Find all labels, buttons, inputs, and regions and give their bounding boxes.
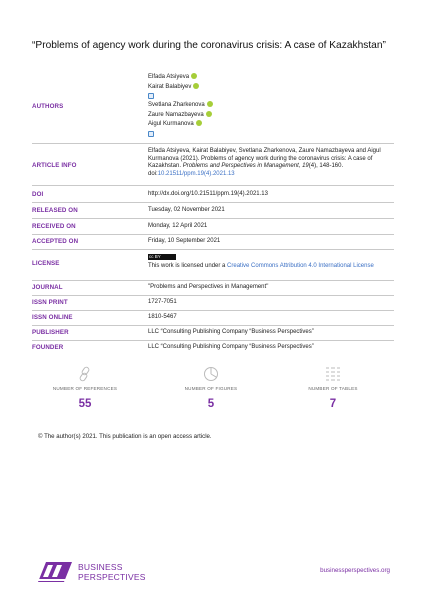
stat-label: NUMBER OF TABLES [308, 386, 358, 391]
stat-figures [166, 366, 256, 410]
citation-text: Elfada Atsiyeva, Kairat Balabiyev, Svetlana Zharkenova, Zaure Namazbayeva and Aigul Kurmanova (2021). Problems of agency work during the coronavirus crisis: A case of Kazakhstan. [148, 148, 381, 170]
stat-references [40, 366, 130, 410]
issn-online-value: 1810-5467 [148, 314, 177, 320]
issn-print-value: 1727-7051 [148, 299, 177, 305]
orcid-icon[interactable] [191, 73, 197, 79]
cc-badge-text: cc BY [149, 254, 161, 259]
doi-label: DOI [32, 191, 44, 198]
table-icon [325, 366, 341, 382]
issn-print-label: ISSN PRINT [32, 299, 68, 306]
researcherid-icon[interactable] [148, 131, 154, 137]
orcid-icon[interactable] [196, 120, 202, 126]
stat-value: 7 [329, 398, 337, 410]
stat-value: 55 [78, 398, 92, 410]
publisher-logo[interactable] [34, 560, 154, 584]
stat-label: NUMBER OF REFERENCES [52, 386, 118, 391]
publisher-value: LLC “Consulting Publishing Company “Business Perspectives” [148, 329, 314, 335]
author-name[interactable]: Elfada Atsiyeva [148, 74, 190, 80]
article-info-label: ARTICLE INFO [32, 162, 77, 169]
issn-online-label: ISSN ONLINE [32, 314, 73, 321]
logo-text-line1: BUSINESS [78, 562, 123, 572]
accepted-label: ACCEPTED ON [32, 238, 79, 245]
authors-list [148, 73, 404, 139]
divider [32, 202, 394, 203]
divider [32, 280, 394, 281]
license-label: LICENSE [32, 260, 60, 267]
divider [32, 218, 394, 219]
website-link[interactable]: businessperspectives.org [320, 567, 390, 574]
logo-text-line2: PERSPECTIVES [78, 572, 146, 582]
author-name[interactable]: Svetlana Zharkenova [148, 102, 205, 109]
divider [32, 249, 394, 250]
divider [32, 340, 394, 341]
released-value: Tuesday, 02 November 2021 [148, 207, 225, 213]
authors-label: AUTHORS [32, 103, 64, 110]
business-perspectives-logo-icon [34, 560, 74, 584]
citation-doi-link[interactable]: 10.21511/ppm.19(4).2021.13 [157, 170, 235, 177]
accepted-value: Friday, 10 September 2021 [148, 238, 221, 244]
divider [32, 234, 394, 235]
orcid-icon[interactable] [207, 101, 213, 107]
doi-value[interactable]: http://dx.doi.org/10.21511/ppm.19(4).2021.13 [148, 191, 268, 197]
divider [32, 325, 394, 326]
stat-tables [288, 366, 378, 410]
article-info-citation [148, 148, 404, 178]
journal-label: JOURNAL [32, 284, 63, 291]
founder-label: FOUNDER [32, 344, 64, 351]
author-name[interactable]: Kairat Balabiyev [148, 83, 192, 90]
author-item [148, 73, 404, 83]
stat-label: NUMBER OF FIGURES [184, 386, 238, 391]
divider [32, 143, 394, 144]
received-label: RECEIVED ON [32, 223, 76, 230]
received-value: Monday, 12 April 2021 [148, 223, 208, 229]
copyright-notice: © The author(s) 2021. This publication is an open access article. [38, 433, 212, 440]
link-icon [77, 366, 93, 382]
author-name[interactable]: Zaure Namazbayeva [148, 111, 204, 118]
researcherid-icon[interactable] [148, 93, 154, 99]
license-value [148, 253, 404, 271]
publisher-label: PUBLISHER [32, 329, 69, 336]
divider [32, 310, 394, 311]
divider [32, 295, 394, 296]
citation-pages: (4), 148-160. doi: [148, 163, 344, 177]
author-item [148, 83, 404, 93]
founder-value: LLC “Consulting Publishing Company “Business Perspectives” [148, 344, 314, 350]
pie-chart-icon [203, 366, 219, 382]
author-item [148, 120, 404, 130]
orcid-icon[interactable] [206, 111, 212, 117]
author-name[interactable]: Aigul Kurmanova [148, 121, 194, 128]
orcid-icon[interactable] [193, 83, 199, 89]
stat-value: 5 [207, 398, 215, 410]
divider [32, 185, 394, 186]
journal-value: "Problems and Perspectives in Management" [148, 284, 269, 290]
license-text: This work is licensed under a [148, 263, 228, 269]
page-title: “Problems of agency work during the coronavirus crisis: A case of Kazakhstan” [32, 40, 386, 51]
citation-journal: Problems and Perspectives in Management, 19 [182, 163, 309, 170]
author-item [148, 111, 404, 121]
author-item [148, 101, 404, 111]
license-link[interactable]: Creative Commons Attribution 4.0 International License [227, 263, 374, 269]
cc-by-badge[interactable] [148, 254, 176, 260]
released-label: RELEASED ON [32, 207, 78, 214]
